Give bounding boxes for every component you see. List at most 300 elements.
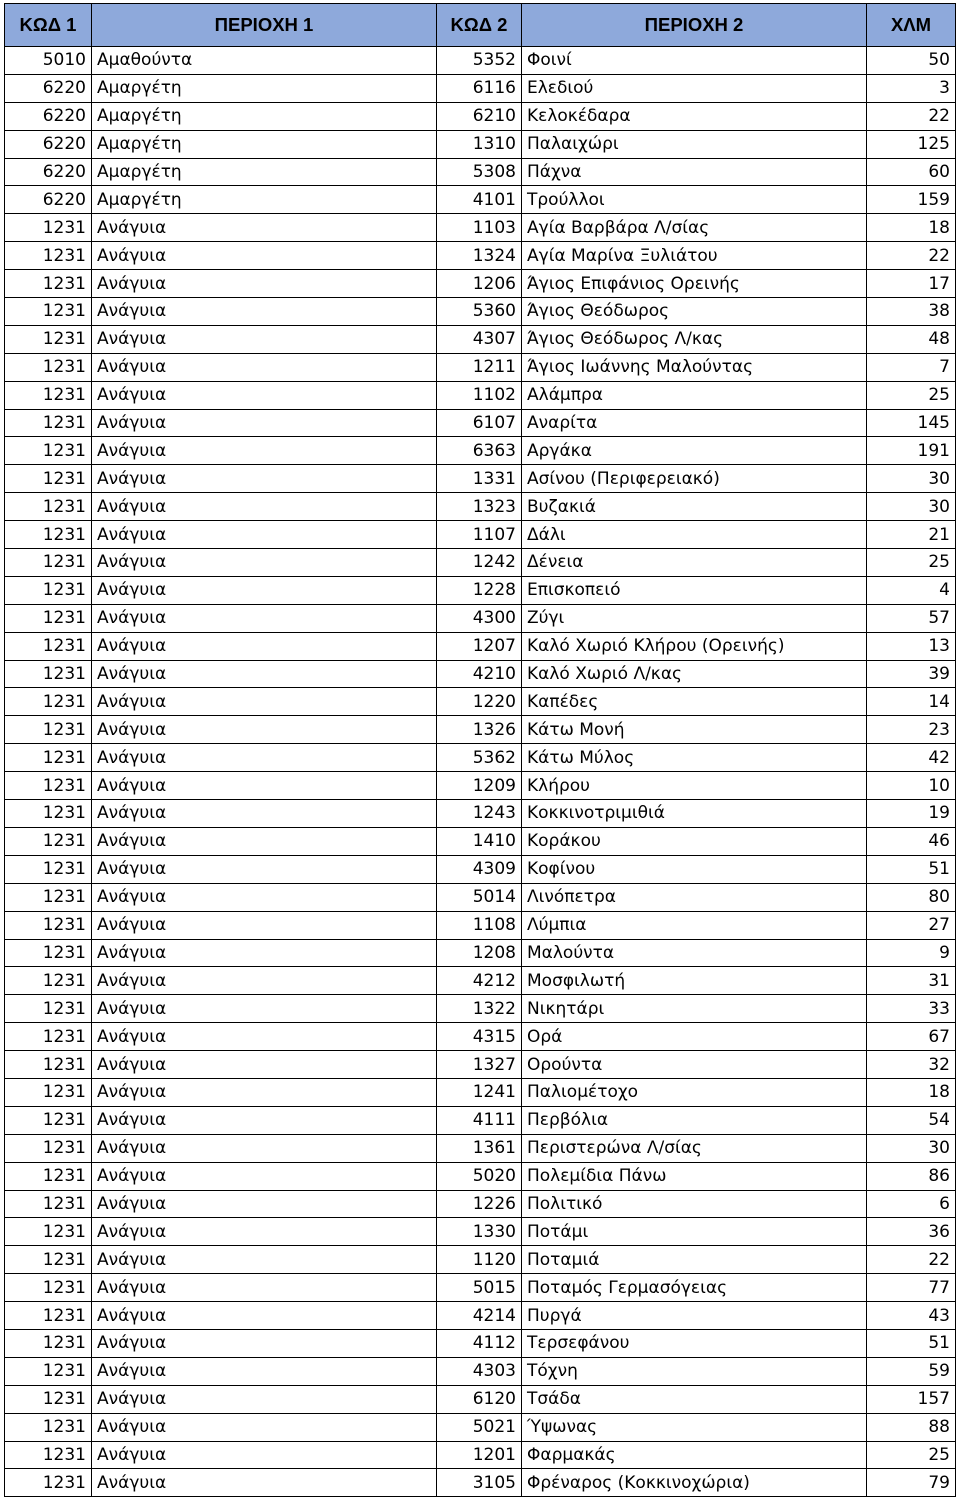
- area-1-cell: Ανάγυια: [92, 1246, 437, 1274]
- area-1-cell: Αμαθούντα: [92, 47, 437, 75]
- area-1-cell: Ανάγυια: [92, 1023, 437, 1051]
- area-1-cell: Αμαργέτη: [92, 102, 437, 130]
- km-cell: 4: [867, 576, 956, 604]
- code-2-cell: 6210: [437, 102, 522, 130]
- area-2-cell: Παλαιχώρι: [522, 130, 867, 158]
- area-2-cell: Περιστερώνα Λ/σίας: [522, 1134, 867, 1162]
- code-1-cell: 1231: [5, 1385, 92, 1413]
- table-row: [5, 995, 956, 1023]
- code-1-cell: 1231: [5, 995, 92, 1023]
- code-1-cell: 6220: [5, 74, 92, 102]
- table-row: [5, 1051, 956, 1079]
- code-2-cell: 1310: [437, 130, 522, 158]
- area-1-cell: Ανάγυια: [92, 1413, 437, 1441]
- km-cell: 145: [867, 409, 956, 437]
- code-1-cell: 1231: [5, 1274, 92, 1302]
- code-1-cell: 1231: [5, 939, 92, 967]
- km-cell: 30: [867, 493, 956, 521]
- area-1-cell: Ανάγυια: [92, 1162, 437, 1190]
- code-1-cell: 1231: [5, 1051, 92, 1079]
- code-2-cell: 1241: [437, 1078, 522, 1106]
- area-2-cell: Δάλι: [522, 521, 867, 549]
- area-2-cell: Άγιος Επιφάνιος Ορεινής: [522, 270, 867, 298]
- table-row: [5, 1246, 956, 1274]
- area-1-cell: Ανάγυια: [92, 1218, 437, 1246]
- km-cell: 48: [867, 325, 956, 353]
- code-1-cell: 1231: [5, 604, 92, 632]
- table-row: [5, 47, 956, 75]
- area-2-cell: Φοινί: [522, 47, 867, 75]
- area-1-cell: Ανάγυια: [92, 772, 437, 800]
- area-2-cell: Τσάδα: [522, 1385, 867, 1413]
- table-row: [5, 911, 956, 939]
- code-1-cell: 1231: [5, 465, 92, 493]
- header-code-1: ΚΩΔ 1: [5, 4, 92, 47]
- code-2-cell: 5360: [437, 298, 522, 326]
- area-2-cell: Ποτάμι: [522, 1218, 867, 1246]
- area-2-cell: Πυργά: [522, 1302, 867, 1330]
- code-2-cell: 5015: [437, 1274, 522, 1302]
- area-2-cell: Φαρμακάς: [522, 1441, 867, 1469]
- code-2-cell: 1206: [437, 270, 522, 298]
- code-1-cell: 1231: [5, 744, 92, 772]
- km-cell: 79: [867, 1469, 956, 1497]
- table-row: [5, 1162, 956, 1190]
- code-2-cell: 1208: [437, 939, 522, 967]
- area-2-cell: Κλήρου: [522, 772, 867, 800]
- km-cell: 18: [867, 1078, 956, 1106]
- header-row: [5, 4, 956, 47]
- area-2-cell: Κοφίνου: [522, 855, 867, 883]
- area-1-cell: Ανάγυια: [92, 604, 437, 632]
- code-1-cell: 1231: [5, 772, 92, 800]
- code-1-cell: 1231: [5, 549, 92, 577]
- table-row: [5, 158, 956, 186]
- table-row: [5, 1106, 956, 1134]
- area-2-cell: Άγιος Ιωάννης Μαλούντας: [522, 353, 867, 381]
- code-2-cell: 5021: [437, 1413, 522, 1441]
- table-row: [5, 270, 956, 298]
- km-cell: 14: [867, 688, 956, 716]
- area-1-cell: Ανάγυια: [92, 688, 437, 716]
- area-2-cell: Ασίνου (Περιφερειακό): [522, 465, 867, 493]
- table-row: [5, 1469, 956, 1497]
- header-code-2: ΚΩΔ 2: [437, 4, 522, 47]
- km-cell: 67: [867, 1023, 956, 1051]
- area-2-cell: Αλάμπρα: [522, 381, 867, 409]
- table-row: [5, 1413, 956, 1441]
- km-cell: 80: [867, 883, 956, 911]
- area-2-cell: Επισκοπειό: [522, 576, 867, 604]
- code-1-cell: 1231: [5, 800, 92, 828]
- code-1-cell: 1231: [5, 298, 92, 326]
- area-2-cell: Κελοκέδαρα: [522, 102, 867, 130]
- area-2-cell: Νικητάρι: [522, 995, 867, 1023]
- code-2-cell: 1107: [437, 521, 522, 549]
- table-row: [5, 437, 956, 465]
- area-1-cell: Ανάγυια: [92, 827, 437, 855]
- area-2-cell: Ποταμός Γερμασόγειας: [522, 1274, 867, 1302]
- area-1-cell: Ανάγυια: [92, 800, 437, 828]
- table-row: [5, 1134, 956, 1162]
- table-row: [5, 1385, 956, 1413]
- table-row: [5, 688, 956, 716]
- code-2-cell: 6107: [437, 409, 522, 437]
- area-1-cell: Ανάγυια: [92, 353, 437, 381]
- area-1-cell: Ανάγυια: [92, 465, 437, 493]
- area-2-cell: Κοκκινοτριμιθιά: [522, 800, 867, 828]
- table-row: [5, 1078, 956, 1106]
- code-1-cell: 1231: [5, 353, 92, 381]
- table-row: [5, 1274, 956, 1302]
- code-2-cell: 1207: [437, 632, 522, 660]
- km-cell: 7: [867, 353, 956, 381]
- code-1-cell: 1231: [5, 855, 92, 883]
- table-row: [5, 409, 956, 437]
- code-1-cell: 1231: [5, 911, 92, 939]
- km-cell: 88: [867, 1413, 956, 1441]
- km-cell: 159: [867, 186, 956, 214]
- table-row: [5, 604, 956, 632]
- area-1-cell: Ανάγυια: [92, 883, 437, 911]
- table-row: [5, 493, 956, 521]
- km-cell: 25: [867, 381, 956, 409]
- code-2-cell: 1103: [437, 214, 522, 242]
- code-2-cell: 5352: [437, 47, 522, 75]
- km-cell: 39: [867, 660, 956, 688]
- area-2-cell: Πολεμίδια Πάνω: [522, 1162, 867, 1190]
- code-1-cell: 1231: [5, 1246, 92, 1274]
- table-row: [5, 549, 956, 577]
- code-1-cell: 1231: [5, 521, 92, 549]
- area-1-cell: Ανάγυια: [92, 1302, 437, 1330]
- area-2-cell: Άγιος Θεόδωρος Λ/κας: [522, 325, 867, 353]
- area-1-cell: Ανάγυια: [92, 214, 437, 242]
- area-2-cell: Αγία Μαρίνα Ξυλιάτου: [522, 242, 867, 270]
- table-row: [5, 214, 956, 242]
- km-cell: 50: [867, 47, 956, 75]
- code-1-cell: 6220: [5, 130, 92, 158]
- code-1-cell: 1231: [5, 1302, 92, 1330]
- code-2-cell: 1330: [437, 1218, 522, 1246]
- table-row: [5, 298, 956, 326]
- area-2-cell: Φρέναρος (Κοκκινοχώρια): [522, 1469, 867, 1497]
- table-row: [5, 855, 956, 883]
- area-1-cell: Ανάγυια: [92, 298, 437, 326]
- area-2-cell: Αγία Βαρβάρα Λ/σίας: [522, 214, 867, 242]
- code-2-cell: 1327: [437, 1051, 522, 1079]
- code-1-cell: 1231: [5, 242, 92, 270]
- code-1-cell: 1231: [5, 688, 92, 716]
- table-row: [5, 827, 956, 855]
- code-1-cell: 1231: [5, 1357, 92, 1385]
- area-2-cell: Ζύγι: [522, 604, 867, 632]
- code-1-cell: 1231: [5, 1134, 92, 1162]
- km-cell: 191: [867, 437, 956, 465]
- area-1-cell: Ανάγυια: [92, 1051, 437, 1079]
- table-row: [5, 967, 956, 995]
- code-2-cell: 4112: [437, 1329, 522, 1357]
- code-1-cell: 1231: [5, 1469, 92, 1497]
- code-2-cell: 4212: [437, 967, 522, 995]
- code-1-cell: 1231: [5, 1023, 92, 1051]
- code-2-cell: 1211: [437, 353, 522, 381]
- header-area-1: ΠΕΡΙΟΧΗ 1: [92, 4, 437, 47]
- table-row: [5, 1302, 956, 1330]
- area-1-cell: Ανάγυια: [92, 242, 437, 270]
- code-2-cell: 1243: [437, 800, 522, 828]
- area-2-cell: Τερσεφάνου: [522, 1329, 867, 1357]
- area-2-cell: Καπέδες: [522, 688, 867, 716]
- code-1-cell: 1231: [5, 1329, 92, 1357]
- code-2-cell: 1220: [437, 688, 522, 716]
- area-1-cell: Ανάγυια: [92, 381, 437, 409]
- km-cell: 6: [867, 1190, 956, 1218]
- area-1-cell: Ανάγυια: [92, 855, 437, 883]
- area-2-cell: Καλό Χωριό Κλήρου (Ορεινής): [522, 632, 867, 660]
- code-2-cell: 4111: [437, 1106, 522, 1134]
- km-cell: 9: [867, 939, 956, 967]
- code-2-cell: 5308: [437, 158, 522, 186]
- code-2-cell: 5362: [437, 744, 522, 772]
- code-1-cell: 1231: [5, 437, 92, 465]
- code-2-cell: 1322: [437, 995, 522, 1023]
- area-2-cell: Ορούντα: [522, 1051, 867, 1079]
- code-1-cell: 1231: [5, 1190, 92, 1218]
- km-cell: 31: [867, 967, 956, 995]
- table-row: [5, 381, 956, 409]
- km-cell: 27: [867, 911, 956, 939]
- table-row: [5, 772, 956, 800]
- km-cell: 54: [867, 1106, 956, 1134]
- code-2-cell: 5020: [437, 1162, 522, 1190]
- km-cell: 57: [867, 604, 956, 632]
- code-2-cell: 4101: [437, 186, 522, 214]
- area-2-cell: Ποταμιά: [522, 1246, 867, 1274]
- code-2-cell: 1201: [437, 1441, 522, 1469]
- area-2-cell: Κάτω Μύλος: [522, 744, 867, 772]
- code-1-cell: 1231: [5, 381, 92, 409]
- code-2-cell: 1323: [437, 493, 522, 521]
- km-cell: 17: [867, 270, 956, 298]
- code-1-cell: 1231: [5, 1162, 92, 1190]
- area-1-cell: Ανάγυια: [92, 437, 437, 465]
- km-cell: 38: [867, 298, 956, 326]
- area-1-cell: Ανάγυια: [92, 744, 437, 772]
- km-cell: 13: [867, 632, 956, 660]
- code-2-cell: 3105: [437, 1469, 522, 1497]
- km-cell: 23: [867, 716, 956, 744]
- km-cell: 18: [867, 214, 956, 242]
- area-2-cell: Μοσφιλωτή: [522, 967, 867, 995]
- km-cell: 22: [867, 1246, 956, 1274]
- code-1-cell: 1231: [5, 270, 92, 298]
- area-1-cell: Ανάγυια: [92, 1441, 437, 1469]
- km-cell: 46: [867, 827, 956, 855]
- code-1-cell: 1231: [5, 660, 92, 688]
- code-1-cell: 1231: [5, 1078, 92, 1106]
- code-1-cell: 1231: [5, 967, 92, 995]
- area-1-cell: Ανάγυια: [92, 716, 437, 744]
- km-cell: 25: [867, 549, 956, 577]
- area-1-cell: Ανάγυια: [92, 270, 437, 298]
- area-2-cell: Πάχνα: [522, 158, 867, 186]
- area-1-cell: Ανάγυια: [92, 1106, 437, 1134]
- code-1-cell: 1231: [5, 214, 92, 242]
- code-1-cell: 1231: [5, 632, 92, 660]
- area-2-cell: Βυζακιά: [522, 493, 867, 521]
- code-2-cell: 1242: [437, 549, 522, 577]
- table-row: [5, 660, 956, 688]
- table-row: [5, 744, 956, 772]
- area-2-cell: Τρούλλοι: [522, 186, 867, 214]
- table-row: [5, 632, 956, 660]
- area-2-cell: Ύψωνας: [522, 1413, 867, 1441]
- table-row: [5, 521, 956, 549]
- km-cell: 21: [867, 521, 956, 549]
- table-row: [5, 1023, 956, 1051]
- area-1-cell: Ανάγυια: [92, 632, 437, 660]
- code-2-cell: 1120: [437, 1246, 522, 1274]
- area-2-cell: Κοράκου: [522, 827, 867, 855]
- km-cell: 30: [867, 465, 956, 493]
- km-cell: 32: [867, 1051, 956, 1079]
- code-1-cell: 1231: [5, 576, 92, 604]
- area-1-cell: Ανάγυια: [92, 493, 437, 521]
- code-1-cell: 1231: [5, 493, 92, 521]
- area-1-cell: Ανάγυια: [92, 1078, 437, 1106]
- table-row: [5, 1329, 956, 1357]
- code-2-cell: 4309: [437, 855, 522, 883]
- km-cell: 10: [867, 772, 956, 800]
- code-2-cell: 4303: [437, 1357, 522, 1385]
- km-cell: 42: [867, 744, 956, 772]
- distance-table: [4, 3, 956, 1497]
- area-2-cell: Μαλούντα: [522, 939, 867, 967]
- code-1-cell: 1231: [5, 409, 92, 437]
- code-2-cell: 1102: [437, 381, 522, 409]
- area-1-cell: Ανάγυια: [92, 1134, 437, 1162]
- code-2-cell: 1361: [437, 1134, 522, 1162]
- code-2-cell: 4307: [437, 325, 522, 353]
- code-1-cell: 1231: [5, 883, 92, 911]
- km-cell: 77: [867, 1274, 956, 1302]
- code-1-cell: 6220: [5, 158, 92, 186]
- km-cell: 22: [867, 242, 956, 270]
- area-1-cell: Ανάγυια: [92, 660, 437, 688]
- area-2-cell: Άγιος Θεόδωρος: [522, 298, 867, 326]
- km-cell: 25: [867, 1441, 956, 1469]
- code-1-cell: 1231: [5, 716, 92, 744]
- area-2-cell: Δένεια: [522, 549, 867, 577]
- code-2-cell: 4210: [437, 660, 522, 688]
- area-1-cell: Ανάγυια: [92, 409, 437, 437]
- area-2-cell: Ελεδιού: [522, 74, 867, 102]
- area-2-cell: Αργάκα: [522, 437, 867, 465]
- area-2-cell: Λινόπετρα: [522, 883, 867, 911]
- area-1-cell: Ανάγυια: [92, 1190, 437, 1218]
- area-2-cell: Τόχνη: [522, 1357, 867, 1385]
- code-2-cell: 1324: [437, 242, 522, 270]
- area-2-cell: Παλιομέτοχο: [522, 1078, 867, 1106]
- area-1-cell: Ανάγυια: [92, 549, 437, 577]
- area-1-cell: Ανάγυια: [92, 325, 437, 353]
- km-cell: 51: [867, 855, 956, 883]
- code-2-cell: 1331: [437, 465, 522, 493]
- area-2-cell: Κάτω Μονή: [522, 716, 867, 744]
- area-1-cell: Αμαργέτη: [92, 158, 437, 186]
- km-cell: 19: [867, 800, 956, 828]
- code-2-cell: 6120: [437, 1385, 522, 1413]
- area-1-cell: Ανάγυια: [92, 1329, 437, 1357]
- code-2-cell: 4315: [437, 1023, 522, 1051]
- area-1-cell: Ανάγυια: [92, 911, 437, 939]
- code-1-cell: 1231: [5, 325, 92, 353]
- code-1-cell: 1231: [5, 1413, 92, 1441]
- code-1-cell: 1231: [5, 1441, 92, 1469]
- area-1-cell: Ανάγυια: [92, 939, 437, 967]
- area-2-cell: Περβόλια: [522, 1106, 867, 1134]
- area-1-cell: Αμαργέτη: [92, 74, 437, 102]
- code-2-cell: 5014: [437, 883, 522, 911]
- code-2-cell: 4214: [437, 1302, 522, 1330]
- km-cell: 51: [867, 1329, 956, 1357]
- area-1-cell: Ανάγυια: [92, 995, 437, 1023]
- area-1-cell: Αμαργέτη: [92, 186, 437, 214]
- table-row: [5, 242, 956, 270]
- header-km: ΧΛΜ: [867, 4, 956, 47]
- area-2-cell: Πολιτικό: [522, 1190, 867, 1218]
- table-row: [5, 353, 956, 381]
- header-area-2: ΠΕΡΙΟΧΗ 2: [522, 4, 867, 47]
- area-1-cell: Ανάγυια: [92, 1357, 437, 1385]
- code-1-cell: 1231: [5, 1106, 92, 1134]
- area-1-cell: Ανάγυια: [92, 967, 437, 995]
- km-cell: 43: [867, 1302, 956, 1330]
- km-cell: 59: [867, 1357, 956, 1385]
- code-2-cell: 6116: [437, 74, 522, 102]
- km-cell: 157: [867, 1385, 956, 1413]
- code-2-cell: 1410: [437, 827, 522, 855]
- code-1-cell: 1231: [5, 1218, 92, 1246]
- code-2-cell: 1209: [437, 772, 522, 800]
- code-1-cell: 6220: [5, 186, 92, 214]
- code-2-cell: 6363: [437, 437, 522, 465]
- table-row: [5, 1441, 956, 1469]
- area-1-cell: Ανάγυια: [92, 1274, 437, 1302]
- table-row: [5, 102, 956, 130]
- table-row: [5, 716, 956, 744]
- km-cell: 33: [867, 995, 956, 1023]
- table-row: [5, 1218, 956, 1246]
- table-row: [5, 325, 956, 353]
- area-2-cell: Λύμπια: [522, 911, 867, 939]
- table-body: [5, 47, 956, 1497]
- table-row: [5, 800, 956, 828]
- code-1-cell: 1231: [5, 827, 92, 855]
- km-cell: 86: [867, 1162, 956, 1190]
- code-2-cell: 1228: [437, 576, 522, 604]
- km-cell: 36: [867, 1218, 956, 1246]
- area-2-cell: Ορά: [522, 1023, 867, 1051]
- table-row: [5, 939, 956, 967]
- code-2-cell: 1326: [437, 716, 522, 744]
- table-row: [5, 576, 956, 604]
- code-2-cell: 4300: [437, 604, 522, 632]
- km-cell: 125: [867, 130, 956, 158]
- table-row: [5, 1190, 956, 1218]
- area-1-cell: Ανάγυια: [92, 576, 437, 604]
